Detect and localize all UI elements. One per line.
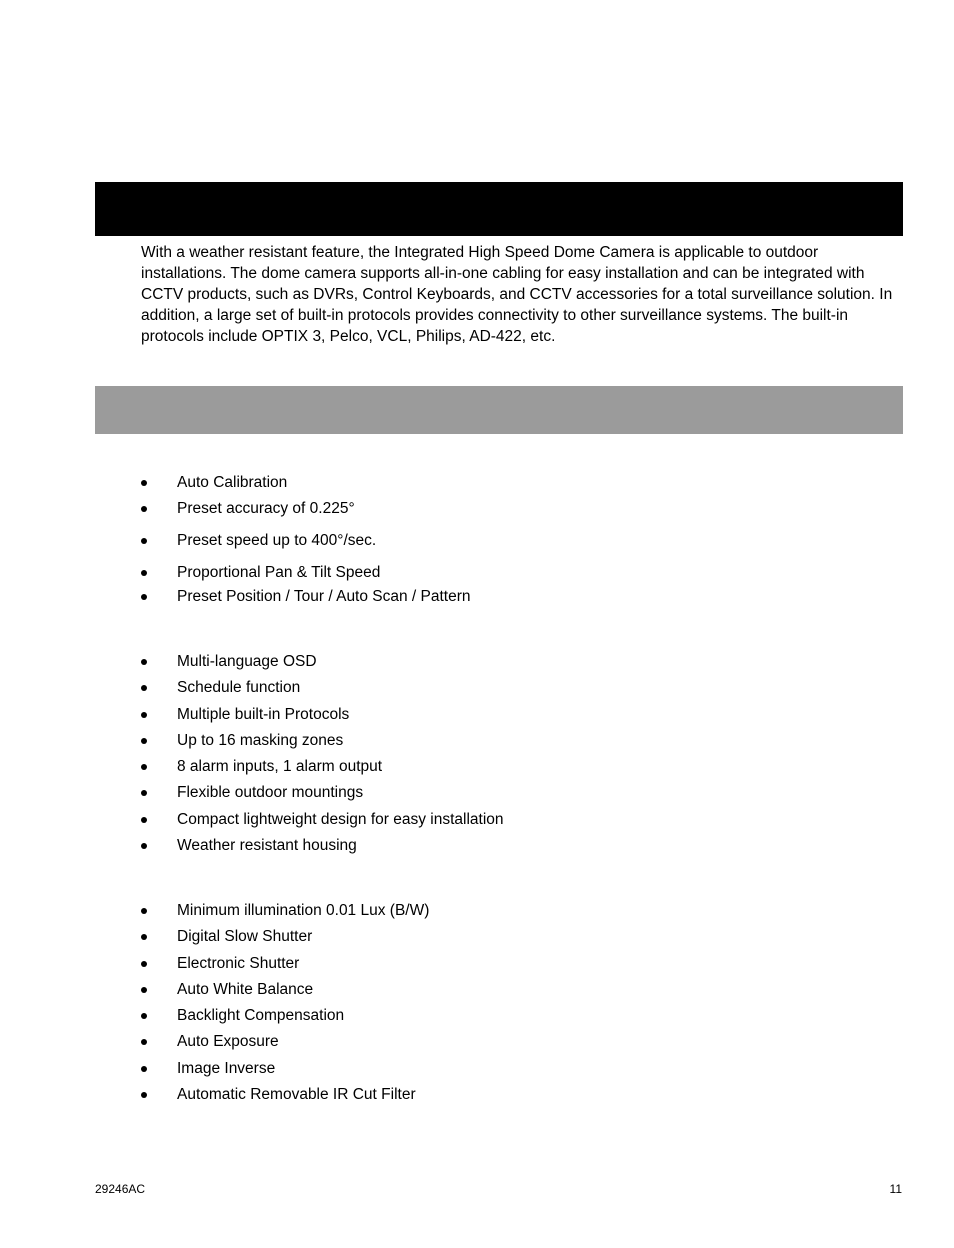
bullet-icon xyxy=(141,1039,147,1045)
feature-list-camera xyxy=(141,898,429,1108)
list-item: Multi-language OSD xyxy=(141,649,504,675)
list-item: Automatic Removable IR Cut Filter xyxy=(141,1082,429,1108)
feature-list-system xyxy=(141,649,504,859)
bullet-icon xyxy=(141,1092,147,1098)
list-item: Preset accuracy of 0.225° xyxy=(141,496,471,525)
bullet-icon xyxy=(141,570,147,576)
features-header-bar xyxy=(95,386,903,434)
list-item: Auto White Balance xyxy=(141,977,429,1003)
bullet-icon xyxy=(141,843,147,849)
footer-page-number: 11 xyxy=(889,1182,902,1196)
bullet-icon xyxy=(141,934,147,940)
list-item: Auto Calibration xyxy=(141,470,471,496)
section-title-bar xyxy=(95,182,903,236)
bullet-icon xyxy=(141,506,147,512)
list-item: Electronic Shutter xyxy=(141,951,429,977)
bullet-icon xyxy=(141,685,147,691)
feature-list-pan-tilt xyxy=(141,470,471,611)
bullet-icon xyxy=(141,659,147,665)
bullet-icon xyxy=(141,817,147,823)
list-item: Preset speed up to 400°/sec. xyxy=(141,525,471,557)
list-item: Weather resistant housing xyxy=(141,833,504,859)
bullet-icon xyxy=(141,480,147,486)
list-item: Minimum illumination 0.01 Lux (B/W) xyxy=(141,898,429,924)
bullet-icon xyxy=(141,738,147,744)
bullet-icon xyxy=(141,1013,147,1019)
list-item: Multiple built-in Protocols xyxy=(141,702,504,728)
list-item: Flexible outdoor mountings xyxy=(141,780,504,806)
list-item: Auto Exposure xyxy=(141,1029,429,1055)
list-item: Proportional Pan & Tilt Speed xyxy=(141,557,471,584)
list-item: Image Inverse xyxy=(141,1056,429,1082)
list-item: Preset Position / Tour / Auto Scan / Pattern xyxy=(141,584,471,610)
bullet-icon xyxy=(141,1066,147,1072)
bullet-icon xyxy=(141,961,147,967)
list-item: Schedule function xyxy=(141,675,504,701)
list-item: Compact lightweight design for easy installation xyxy=(141,807,504,833)
list-item: 8 alarm inputs, 1 alarm output xyxy=(141,754,504,780)
intro-paragraph: With a weather resistant feature, the Integrated High Speed Dome Camera is applicable to outdoor installations. The dome camera supports all-in-one cabling for easy installation and can be integrated with CCTV products, such as DVRs, Control Keyboards, and CCTV accessories for a total surveillance solution. In addition, a large set of built-in protocols provides connectivity to other surveillance systems. The built-in protocols include OPTIX 3, Pelco, VCL, Philips, AD-422, etc. xyxy=(141,244,893,345)
bullet-icon xyxy=(141,987,147,993)
bullet-icon xyxy=(141,790,147,796)
list-item: Up to 16 masking zones xyxy=(141,728,504,754)
bullet-icon xyxy=(141,764,147,770)
bullet-icon xyxy=(141,908,147,914)
bullet-icon xyxy=(141,538,147,544)
list-item: Digital Slow Shutter xyxy=(141,924,429,950)
footer-doc-number: 29246AC xyxy=(95,1182,146,1196)
bullet-icon xyxy=(141,594,147,600)
list-item: Backlight Compensation xyxy=(141,1003,429,1029)
bullet-icon xyxy=(141,712,147,718)
